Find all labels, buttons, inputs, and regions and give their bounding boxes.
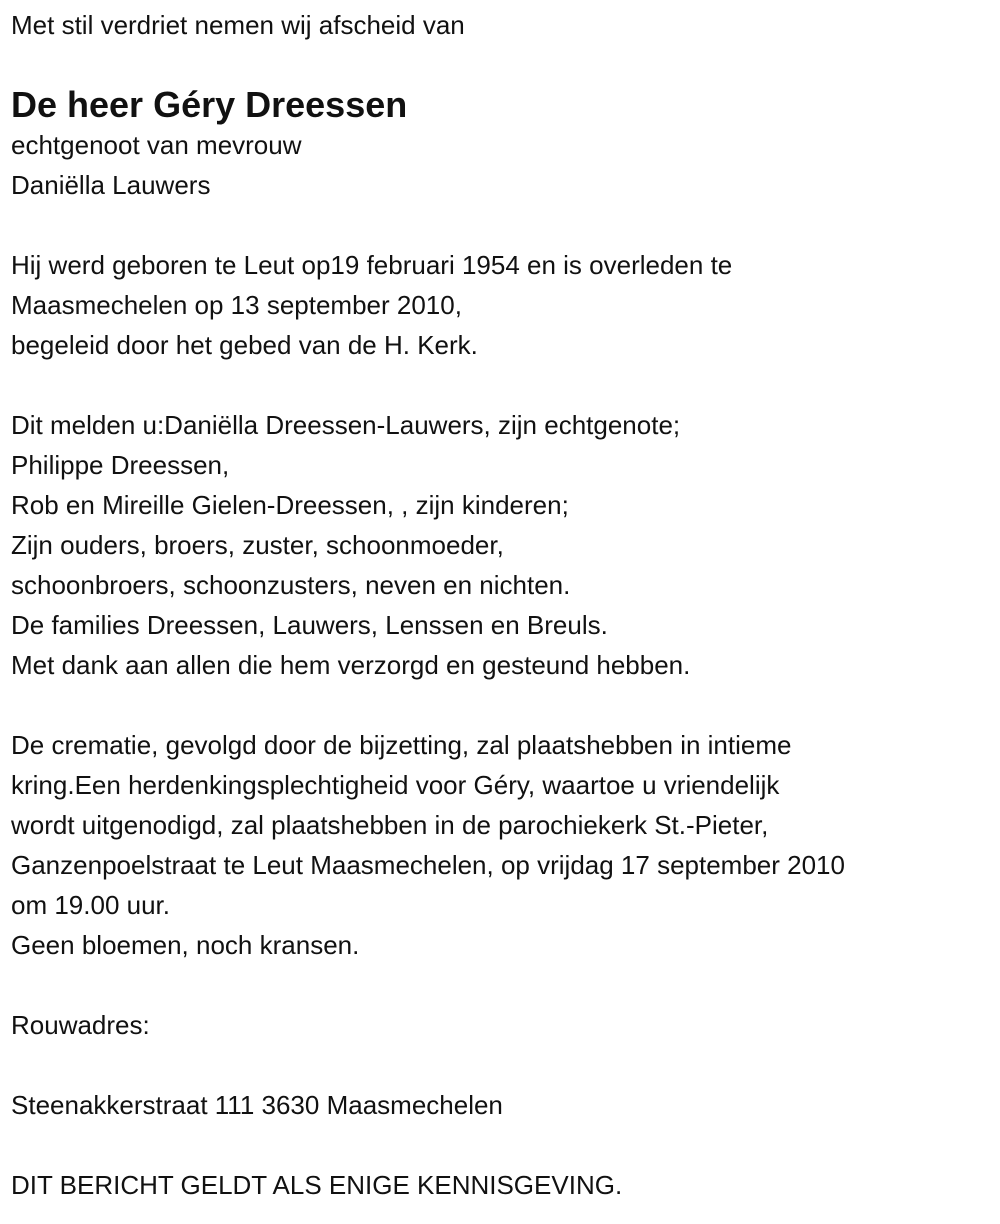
- ceremony-line: kring.Een herdenkingsplechtigheid voor Géry, waartoe u vriendelijk: [11, 770, 780, 800]
- mourning-address: Steenakkerstraat 111 3630 Maasmechelen: [11, 1090, 503, 1120]
- intro-text: Met stil verdriet nemen wij afscheid van: [11, 10, 465, 40]
- notice-text: DIT BERICHT GELDT ALS ENIGE KENNISGEVING.: [11, 1170, 623, 1200]
- family-line: Philippe Dreessen,: [11, 450, 230, 480]
- address-label: Rouwadres:: [11, 1010, 150, 1040]
- spouse-section: [11, 125, 996, 205]
- ceremony-line: De crematie, gevolgd door de bijzetting, zal plaatshebben in intieme: [11, 730, 792, 760]
- ceremony-line: om 19.00 uur.: [11, 890, 170, 920]
- deceased-name-title: De heer Géry Dreessen: [11, 84, 408, 125]
- family-line: Met dank aan allen die hem verzorgd en gesteund hebben.: [11, 650, 691, 680]
- birth-line: begeleid door het gebed van de H. Kerk.: [11, 330, 478, 360]
- ceremony-section: [11, 725, 996, 965]
- obituary-document: [11, 5, 996, 1205]
- spouse-line: Daniëlla Lauwers: [11, 170, 211, 200]
- family-line: Zijn ouders, broers, zuster, schoonmoeder,: [11, 530, 504, 560]
- ceremony-line: Ganzenpoelstraat te Leut Maasmechelen, op vrijdag 17 september 2010: [11, 850, 845, 880]
- ceremony-line: Geen bloemen, noch kransen.: [11, 930, 360, 960]
- family-line: De families Dreessen, Lauwers, Lenssen en Breuls.: [11, 610, 608, 640]
- family-section: [11, 405, 996, 685]
- family-line: schoonbroers, schoonzusters, neven en nichten.: [11, 570, 571, 600]
- birth-death-section: [11, 245, 996, 365]
- ceremony-line: wordt uitgenodigd, zal plaatshebben in de parochiekerk St.-Pieter,: [11, 810, 769, 840]
- birth-line: Hij werd geboren te Leut op19 februari 1954 en is overleden te: [11, 250, 733, 280]
- spouse-line: echtgenoot van mevrouw: [11, 130, 302, 160]
- birth-line: Maasmechelen op 13 september 2010,: [11, 290, 462, 320]
- family-line: Rob en Mireille Gielen-Dreessen, , zijn kinderen;: [11, 490, 569, 520]
- family-line: Dit melden u:Daniëlla Dreessen-Lauwers, zijn echtgenote;: [11, 410, 681, 440]
